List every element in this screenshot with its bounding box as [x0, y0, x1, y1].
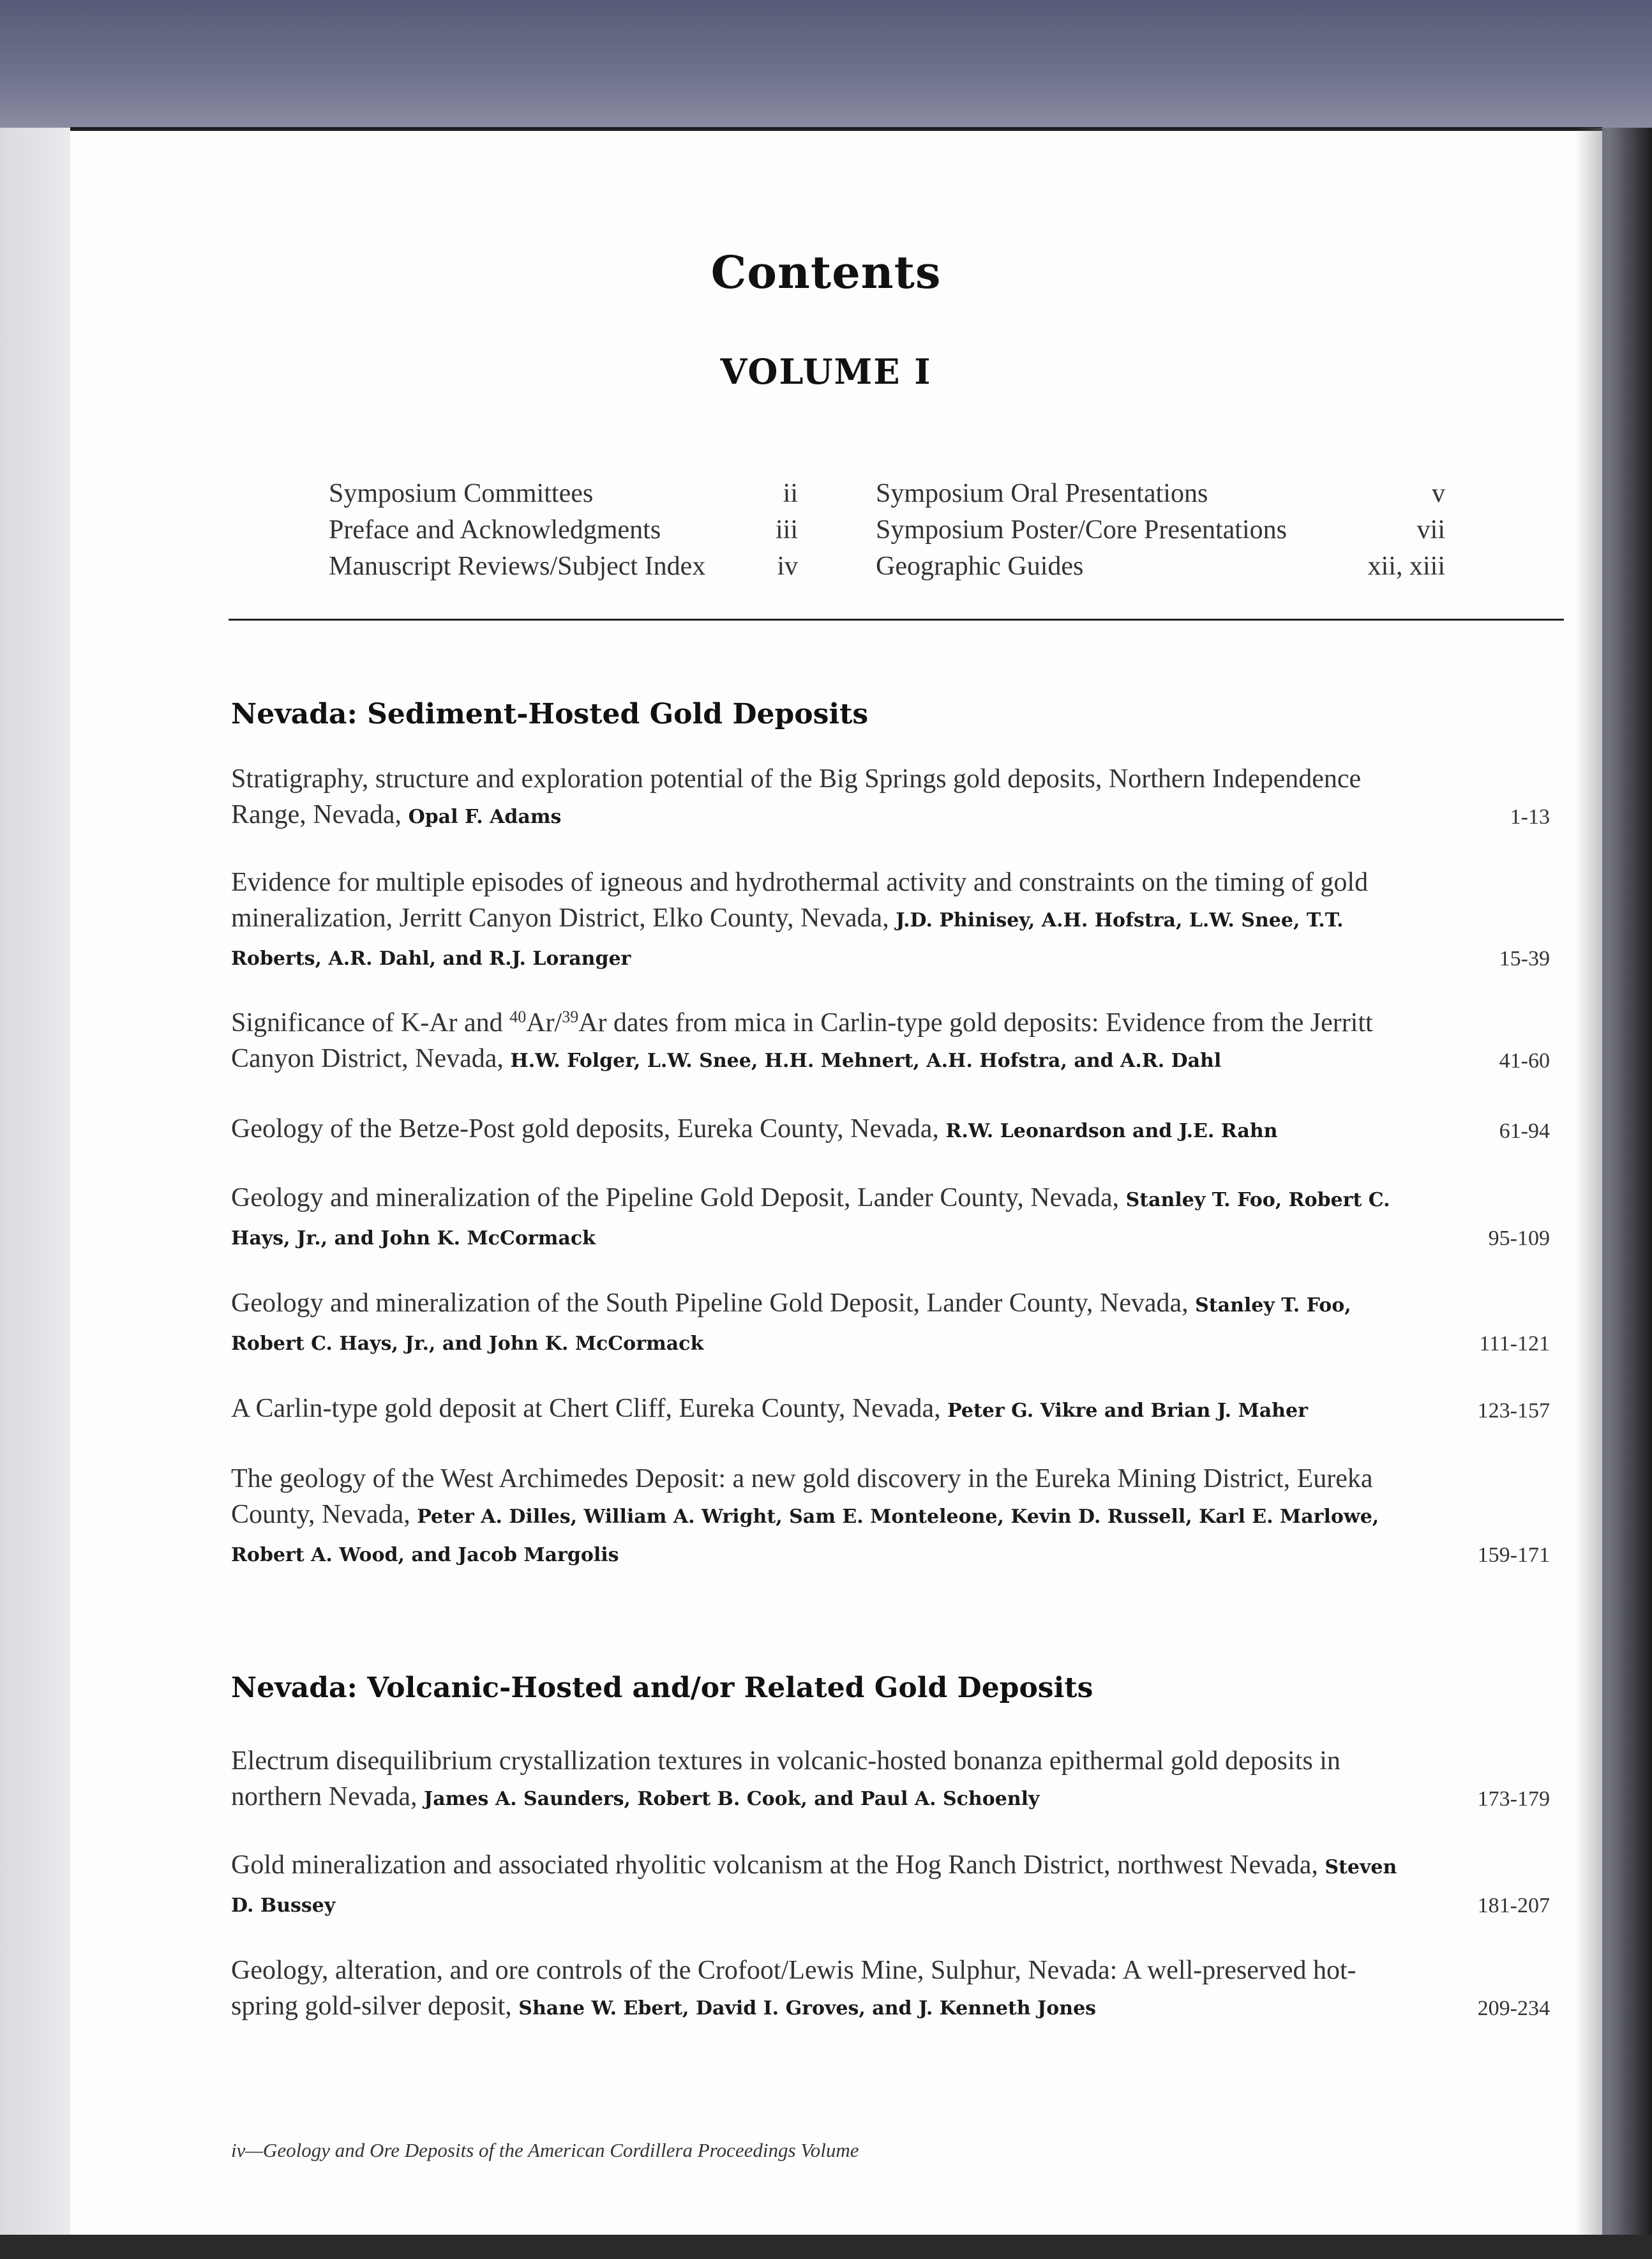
section-heading: Nevada: Sediment-Hosted Gold Deposits — [231, 698, 869, 730]
entry-pages: 111-121 — [1479, 1332, 1550, 1356]
entry-authors: Stanley T. Foo, Robert C. Hays, Jr., and John K. McCormack — [231, 1189, 1390, 1250]
entry-authors: R.W. Leonardson and J.E. Rahn — [945, 1120, 1278, 1142]
entry-authors: Opal F. Adams — [408, 806, 562, 828]
section-heading: Nevada: Volcanic-Hosted and/or Related Gold Deposits — [231, 1672, 1093, 1704]
front-matter-item[interactable]: Geographic Guides xii, xiii — [876, 552, 1445, 581]
page-footer: iv—Geology and Ore Deposits of the American Cordillera Proceedings Volume — [231, 2139, 859, 2161]
front-matter-right — [876, 476, 1445, 585]
toc-entry[interactable]: Stratigraphy, structure and exploration potential of the Big Springs gold deposits, Northern Independence Range, Nevada, Opal F. Adams 1-13 — [231, 761, 1550, 835]
toc-entry[interactable]: Geology, alteration, and ore controls of the Crofoot/Lewis Mine, Sulphur, Nevada: A well-preserved hot-spring gold-silver deposit, Shane W. Ebert, David I. Groves, and J. Kenneth Jones 209-234 — [231, 1953, 1550, 2027]
entry-authors: J.D. Phinisey, A.H. Hofstra, L.W. Snee, T.T. Roberts, A.R. Dahl, and R.J. Loranger — [231, 909, 1344, 970]
toc-entry[interactable]: The geology of the West Archimedes Deposit: a new gold discovery in the Eureka Mining District, Eureka County, Nevada, Peter A. Dilles, William A. Wright, Sam E. Monteleone, Kevin D. Russell, Karl E. Marlowe, Robert A. Wood, and Jacob Margolis 159-171 — [231, 1461, 1550, 1573]
scan-border-top — [0, 0, 1652, 128]
entry-authors: Peter A. Dilles, William A. Wright, Sam E. Monteleone, Kevin D. Russell, Karl E. Marlowe, Robert A. Wood, and Jacob Margolis — [231, 1506, 1379, 1566]
front-matter-item[interactable]: Symposium Oral Presentations v — [876, 479, 1445, 508]
toc-entry[interactable]: Gold mineralization and associated rhyolitic volcanism at the Hog Ranch District, northwest Nevada, Steven D. Bussey 181-207 — [231, 1847, 1550, 1924]
front-matter-item[interactable]: Manuscript Reviews/Subject Index iv — [329, 552, 798, 581]
toc-entry[interactable]: Electrum disequilibrium crystallization textures in volcanic-hosted bonanza epithermal gold deposits in northern Nevada, James A. Saunders, Robert B. Cook, and Paul A. Schoenly 173-179 — [231, 1743, 1550, 1817]
entry-authors: Stanley T. Foo, Robert C. Hays, Jr., and John K. McCormack — [231, 1294, 1351, 1355]
entry-authors: Steven D. Bussey — [231, 1856, 1397, 1917]
volume-heading: VOLUME I — [720, 351, 932, 392]
front-matter-left — [329, 476, 798, 585]
entry-pages: 1-13 — [1510, 805, 1550, 829]
page-title: Contents — [710, 246, 942, 299]
front-matter-item[interactable]: Symposium Poster/Core Presentations vii — [876, 515, 1445, 545]
entry-pages: 173-179 — [1477, 1787, 1550, 1811]
entry-authors: H.W. Folger, L.W. Snee, H.H. Mehnert, A.H. Hofstra, and A.R. Dahl — [510, 1050, 1222, 1072]
toc-entry[interactable]: Geology of the Betze-Post gold deposits, Eureka County, Nevada, R.W. Leonardson and J.E. Rahn 61-94 — [231, 1111, 1550, 1149]
page-binding-shadow — [1575, 128, 1652, 2235]
entry-pages: 61-94 — [1499, 1119, 1550, 1143]
entry-authors: Shane W. Ebert, David I. Groves, and J. Kenneth Jones — [518, 1997, 1097, 2020]
toc-entry[interactable]: Geology and mineralization of the South Pipeline Gold Deposit, Lander County, Nevada, Stanley T. Foo, Robert C. Hays, Jr., and John K. McCormack 111-121 — [231, 1285, 1550, 1362]
entry-pages: 15-39 — [1499, 947, 1550, 971]
scan-border-bottom — [0, 2235, 1652, 2259]
toc-entry[interactable]: Significance of K-Ar and $^{40}$Ar/$^{39}$Ar dates from mica in Carlin-type gold deposits: Evidence from the Jerritt Canyon District, Nevada, H.W. Folger, L.W. Snee, H.H. Mehnert, A.H. Hofstra, and A.R. Dahl 41-60 — [231, 1005, 1550, 1079]
front-matter-item[interactable]: Symposium Committees ii — [329, 479, 798, 508]
divider-rule — [229, 619, 1564, 621]
scan-border-left — [0, 128, 70, 2259]
entry-authors: Peter G. Vikre and Brian J. Maher — [947, 1400, 1308, 1422]
entry-pages: 123-157 — [1477, 1399, 1550, 1423]
entry-authors: James A. Saunders, Robert B. Cook, and Paul A. Schoenly — [424, 1788, 1040, 1810]
front-matter-item[interactable]: Preface and Acknowledgments iii — [329, 515, 798, 545]
entry-pages: 159-171 — [1477, 1543, 1550, 1567]
entry-pages: 209-234 — [1477, 1997, 1550, 2020]
entry-pages: 95-109 — [1488, 1227, 1550, 1250]
toc-entry[interactable]: Evidence for multiple episodes of igneous and hydrothermal activity and constraints on the timing of gold mineralization, Jerritt Canyon District, Elko County, Nevada, J.D. Phinisey, A.H. Hofstra, L.W. Snee, T.T. Roberts, A.R. Dahl, and R.J. Loranger 15-39 — [231, 865, 1550, 977]
toc-entry[interactable]: Geology and mineralization of the Pipeline Gold Deposit, Lander County, Nevada, Stanley T. Foo, Robert C. Hays, Jr., and John K. McCormack 95-109 — [231, 1180, 1550, 1257]
toc-entry[interactable]: A Carlin-type gold deposit at Chert Cliff, Eureka County, Nevada, Peter G. Vikre and Brian J. Maher 123-157 — [231, 1391, 1550, 1429]
entry-pages: 41-60 — [1499, 1049, 1550, 1073]
entry-pages: 181-207 — [1477, 1894, 1550, 1917]
